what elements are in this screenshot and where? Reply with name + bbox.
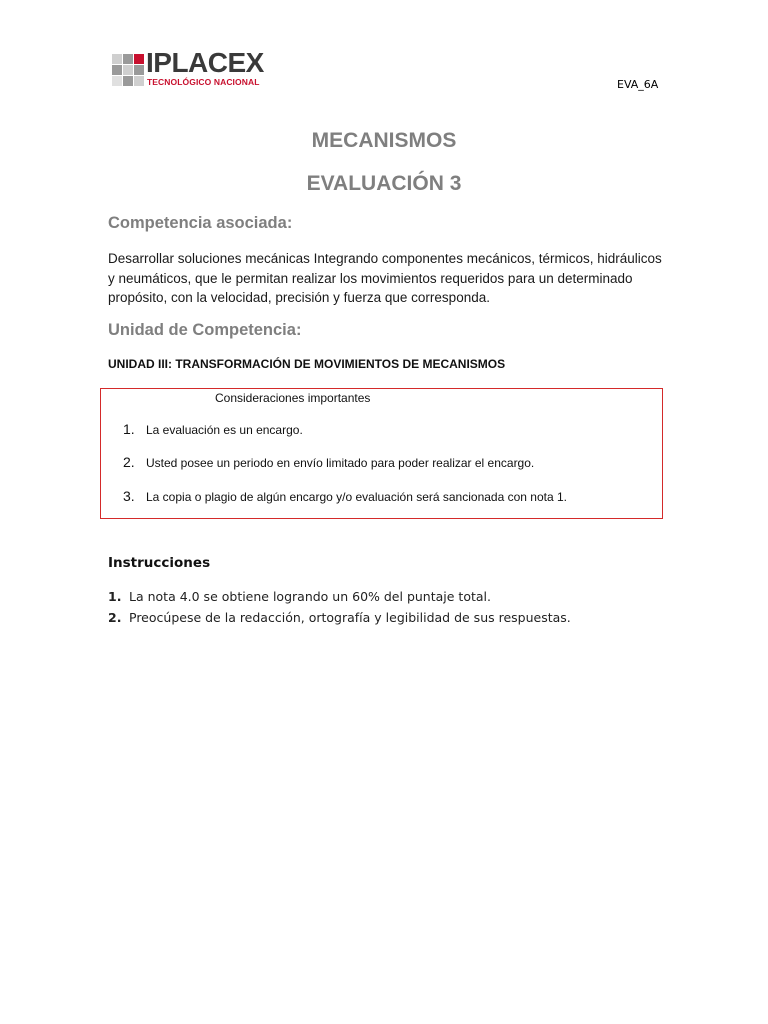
iplacex-logo [112, 47, 272, 90]
instruction-item [108, 610, 571, 625]
unidad-text: UNIDAD III: TRANSFORMACIÓN DE MOVIMIENTOS DE MECANISMOS [108, 357, 506, 371]
item-text: La copia o plagio de algún encargo y/o evaluación será sancionada con nota 1. [146, 490, 567, 504]
competencia-text: Desarrollar soluciones mecánicas Integrando componentes mecánicos, térmicos, hidráulicos y neumáticos, que le permitan realizar los movimientos requeridos para un determinado propósito, con la velocidad, precisión y fuerza que corresponda. [108, 251, 662, 305]
item-number: 1. [123, 421, 135, 437]
considerations-item [123, 454, 534, 470]
item-number: 1. [108, 589, 122, 604]
logo-name: IPLACEX [146, 47, 264, 78]
item-number: 2. [123, 454, 135, 470]
unidad-heading: Unidad de Competencia: [108, 321, 302, 339]
item-text: Preocúpese de la redacción, ortografía y legibilidad de sus respuestas. [129, 610, 571, 625]
item-text: La nota 4.0 se obtiene logrando un 60% del puntaje total. [129, 589, 491, 604]
document-code: EVA_6A [617, 78, 659, 91]
item-number: 3. [123, 488, 135, 504]
considerations-item [123, 421, 303, 437]
competencia-heading: Competencia asociada: [108, 214, 293, 232]
considerations-item [123, 488, 567, 504]
considerations-title: Consideraciones importantes [215, 391, 371, 405]
logo-tagline: TECNOLÓGICO NACIONAL [147, 77, 260, 87]
item-text: La evaluación es un encargo. [146, 423, 303, 437]
instructions-heading: Instrucciones [108, 555, 211, 571]
considerations-box [100, 388, 663, 519]
instruction-item [108, 589, 491, 604]
logo-squares-icon [112, 50, 146, 86]
document-title: MECANISMOS [311, 129, 457, 152]
item-number: 2. [108, 610, 122, 625]
item-text: Usted posee un periodo en envío limitado para poder realizar el encargo. [146, 456, 535, 470]
document-subtitle: EVALUACIÓN 3 [306, 172, 462, 195]
